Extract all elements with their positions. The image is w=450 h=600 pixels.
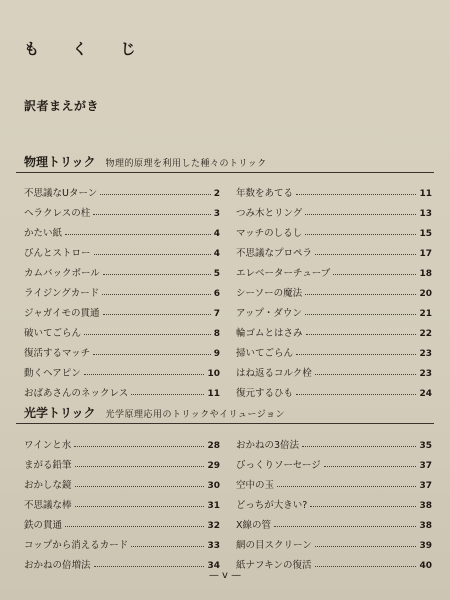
toc-entry-title: 輪ゴムとはさみ xyxy=(236,328,303,339)
toc-entry-page: 37 xyxy=(419,461,432,471)
toc-leader-dots xyxy=(102,294,210,295)
toc-entry xyxy=(236,179,432,199)
toc-leader-dots xyxy=(75,486,205,487)
toc-entry-title: 年数をあてる xyxy=(236,188,294,199)
toc-leader-dots xyxy=(100,194,210,195)
toc-entry-page: 35 xyxy=(419,441,432,451)
toc-entry-page: 11 xyxy=(207,389,220,399)
toc-leader-dots xyxy=(93,354,211,355)
toc-entry-title: シーソーの魔法 xyxy=(236,288,303,299)
page-number: — v — xyxy=(208,570,242,581)
optics-left-column xyxy=(24,431,220,571)
toc-leader-dots xyxy=(315,254,416,255)
toc-entry-page: 9 xyxy=(213,349,220,359)
toc-entry-title: 不思議なUターン xyxy=(24,188,98,199)
toc-entry-page: 4 xyxy=(213,249,220,259)
preface-heading: 訳者まえがき xyxy=(24,99,100,113)
toc-leader-dots xyxy=(305,314,417,315)
toc-entry-title: はね返るコルク栓 xyxy=(236,368,312,379)
toc-entry xyxy=(24,179,220,199)
section-optics-title: 光学トリック xyxy=(24,406,96,420)
toc-entry xyxy=(236,279,432,299)
toc-entry xyxy=(236,359,432,379)
toc-entry-title: 掃いてごらん xyxy=(236,348,294,359)
toc-entry xyxy=(236,379,432,399)
toc-entry-page: 15 xyxy=(419,229,432,239)
section-physics-heading xyxy=(24,153,267,170)
toc-entry-title: びっくりソーセージ xyxy=(236,460,321,471)
toc-leader-dots xyxy=(305,234,416,235)
toc-leader-dots xyxy=(84,334,211,335)
toc-entry-title: アップ・ダウン xyxy=(236,308,302,319)
toc-entry-title: おかねの3倍法 xyxy=(236,440,300,451)
toc-entry-title: 破いてごらん xyxy=(24,328,82,339)
toc-entry-page: 6 xyxy=(213,289,220,299)
section-optics-subtitle: 光学原理応用のトリックやイリュージョン xyxy=(105,410,286,420)
toc-leader-dots xyxy=(296,394,416,395)
toc-entry xyxy=(236,491,432,511)
toc-entry xyxy=(24,319,220,339)
toc-entry xyxy=(24,491,220,511)
toc-leader-dots xyxy=(94,254,211,255)
toc-leader-dots xyxy=(103,314,211,315)
toc-entry-page: 18 xyxy=(419,269,432,279)
toc-entry-page: 3 xyxy=(213,209,220,219)
physics-left-column xyxy=(24,179,220,399)
toc-leader-dots xyxy=(274,526,416,527)
toc-entry-title: 不思議な棒 xyxy=(24,500,72,511)
toc-entry xyxy=(24,471,220,491)
toc-entry xyxy=(236,551,432,571)
toc-entry xyxy=(236,239,432,259)
toc-entry-page: 40 xyxy=(419,561,432,571)
toc-entry xyxy=(236,511,432,531)
toc-entry xyxy=(24,279,220,299)
toc-entry-page: 5 xyxy=(213,269,220,279)
toc-entry-title: びんとストロー xyxy=(24,248,91,259)
toc-entry-page: 13 xyxy=(419,209,432,219)
toc-entry-title: 不思議なプロペラ xyxy=(236,248,313,259)
toc-entry xyxy=(236,319,432,339)
toc-entry-title: 紙ナフキンの復活 xyxy=(236,560,312,571)
toc-entry-page: 7 xyxy=(213,309,220,319)
toc-leader-dots xyxy=(74,446,204,447)
section-physics-rule xyxy=(16,172,434,173)
toc-leader-dots xyxy=(305,214,416,215)
toc-entry xyxy=(24,451,220,471)
toc-entry-page: 33 xyxy=(207,541,220,551)
toc-entry-page: 4 xyxy=(213,229,220,239)
toc-entry-title: つみ木とリング xyxy=(236,208,303,219)
toc-leader-dots xyxy=(310,506,416,507)
toc-entry-title: X線の管 xyxy=(236,520,272,531)
toc-entry-page: 28 xyxy=(207,441,220,451)
toc-entry-page: 32 xyxy=(207,521,220,531)
toc-entry-title: まがる鉛筆 xyxy=(24,460,72,471)
toc-entry-title: 鉄の貫通 xyxy=(24,520,63,531)
toc-leader-dots xyxy=(324,466,417,467)
toc-entry xyxy=(236,471,432,491)
toc-entry xyxy=(24,551,220,571)
toc-leader-dots xyxy=(296,194,416,195)
toc-entry-page: 30 xyxy=(207,481,220,491)
toc-entry-title: かたい紙 xyxy=(24,228,63,239)
page-title: も く じ xyxy=(24,40,150,58)
toc-entry-title: ワインと水 xyxy=(24,440,72,451)
toc-entry-title: おかねの倍増法 xyxy=(24,560,91,571)
toc-entry-title: どっちが大きい? xyxy=(236,500,308,511)
toc-entry xyxy=(24,379,220,399)
toc-entry xyxy=(236,299,432,319)
toc-leader-dots xyxy=(75,506,205,507)
toc-entry xyxy=(24,299,220,319)
toc-entry xyxy=(24,431,220,451)
section-physics-title: 物理トリック xyxy=(24,155,96,169)
toc-entry-page: 31 xyxy=(207,501,220,511)
toc-leader-dots xyxy=(94,566,205,567)
physics-right-column xyxy=(236,179,432,399)
toc-entry-title: 復元するひも xyxy=(236,388,294,399)
toc-entry xyxy=(24,219,220,239)
toc-entry-page: 39 xyxy=(419,541,432,551)
toc-entry-page: 38 xyxy=(419,501,432,511)
toc-entry-title: おかしな鏡 xyxy=(24,480,72,491)
toc-entry-title: 動くヘアピン xyxy=(24,368,81,379)
toc-leader-dots xyxy=(65,526,204,527)
toc-leader-dots xyxy=(103,274,211,275)
toc-entry xyxy=(24,531,220,551)
toc-leader-dots xyxy=(315,546,417,547)
toc-entry-page: 37 xyxy=(419,481,432,491)
toc-entry xyxy=(24,511,220,531)
toc-leader-dots xyxy=(315,566,417,567)
toc-entry xyxy=(236,199,432,219)
toc-entry-title: エレベーターチューブ xyxy=(236,268,331,279)
toc-entry xyxy=(24,199,220,219)
toc-entry xyxy=(24,359,220,379)
toc-entry-page: 10 xyxy=(207,369,220,379)
toc-leader-dots xyxy=(296,354,416,355)
optics-right-column xyxy=(236,431,432,571)
toc-leader-dots xyxy=(131,394,204,395)
toc-leader-dots xyxy=(305,294,416,295)
toc-entry-title: ジャガイモの貫通 xyxy=(24,308,100,319)
toc-entry-page: 8 xyxy=(213,329,220,339)
toc-entry xyxy=(236,219,432,239)
toc-entry xyxy=(24,339,220,359)
toc-leader-dots xyxy=(75,466,205,467)
toc-entry xyxy=(236,451,432,471)
toc-leader-dots xyxy=(93,214,211,215)
toc-entry-page: 38 xyxy=(419,521,432,531)
section-optics-heading xyxy=(24,404,285,421)
section-physics-subtitle: 物理的原理を利用した種々のトリック xyxy=(105,159,267,169)
toc-entry-page: 24 xyxy=(419,389,432,399)
toc-entry-title: 復活するマッチ xyxy=(24,348,91,359)
toc-entry-title: カムバックボール xyxy=(24,268,100,279)
toc-entry xyxy=(24,239,220,259)
toc-entry-page: 21 xyxy=(419,309,432,319)
toc-entry-page: 22 xyxy=(419,329,432,339)
toc-entry-title: コップから消えるカード xyxy=(24,540,129,551)
toc-entry-page: 2 xyxy=(213,189,220,199)
toc-entry-title: 網の目スクリーン xyxy=(236,540,312,551)
toc-entry-page: 34 xyxy=(207,561,220,571)
toc-leader-dots xyxy=(65,234,211,235)
toc-entry-title: ライジングカード xyxy=(24,288,100,299)
toc-leader-dots xyxy=(84,374,205,375)
toc-entry-title: マッチのしるし xyxy=(236,228,303,239)
toc-entry-title: おばあさんのネックレス xyxy=(24,388,129,399)
toc-entry-page: 20 xyxy=(419,289,432,299)
toc-leader-dots xyxy=(277,486,416,487)
section-optics-rule xyxy=(16,423,434,424)
toc-entry-page: 23 xyxy=(419,369,432,379)
toc-leader-dots xyxy=(333,274,416,275)
toc-leader-dots xyxy=(302,446,416,447)
toc-leader-dots xyxy=(315,374,417,375)
toc-entry xyxy=(236,531,432,551)
toc-entry-page: 17 xyxy=(419,249,432,259)
toc-entry-title: 空中の玉 xyxy=(236,480,275,491)
toc-leader-dots xyxy=(131,546,204,547)
toc-entry-page: 23 xyxy=(419,349,432,359)
toc-entry xyxy=(236,431,432,451)
toc-entry-title: ヘラクレスの柱 xyxy=(24,208,91,219)
toc-entry xyxy=(236,259,432,279)
toc-entry-page: 11 xyxy=(419,189,432,199)
toc-entry xyxy=(24,259,220,279)
toc-leader-dots xyxy=(306,334,417,335)
toc-entry xyxy=(236,339,432,359)
toc-entry-page: 29 xyxy=(207,461,220,471)
